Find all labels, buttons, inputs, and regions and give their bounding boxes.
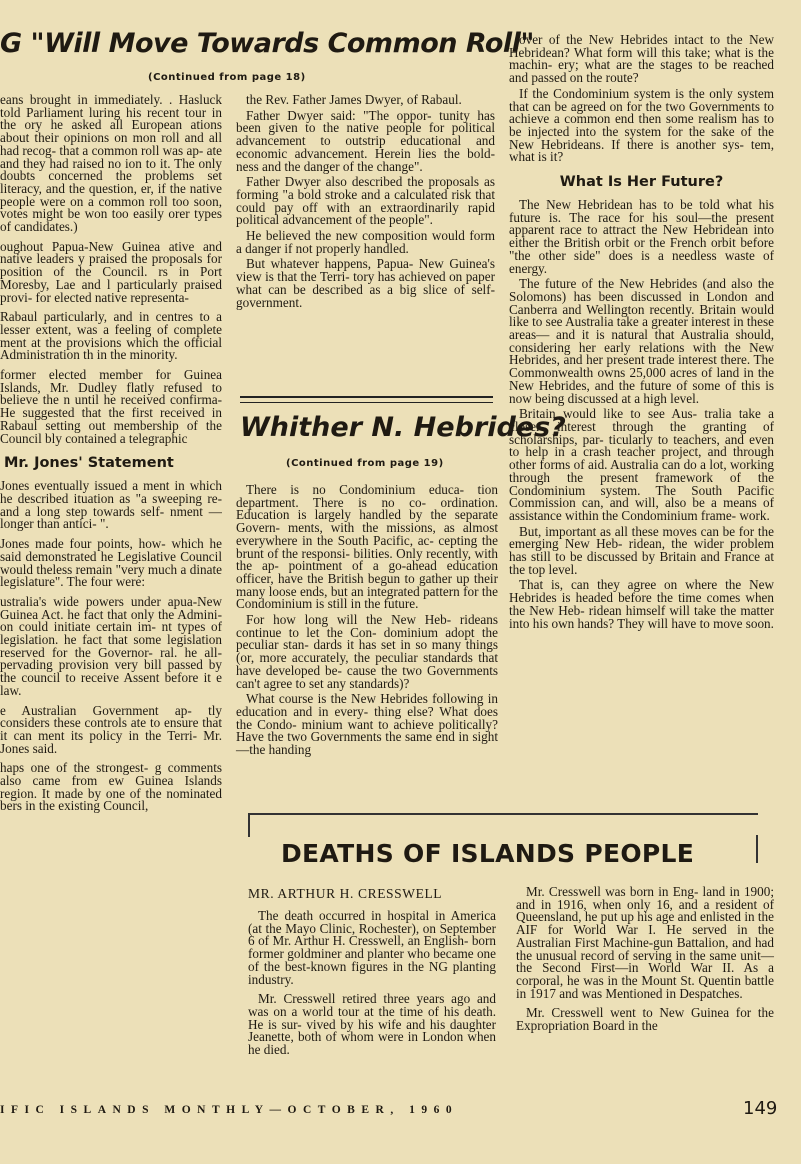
paragraph: The New Hebridean has to be told what his future is. The race for his soul—the present apparent race to attract the New Hebridean into either the British orbit or the French orbit before "the other side" does is a needless waste of energy. (509, 197, 774, 276)
column-1 (0, 94, 222, 1104)
paragraph: Father Dwyer said: "The oppor- tunity has been given to the native people for political advancement to outstrip educational and economic advancement. Herein lies the bold- ness and the danger of the change". (236, 107, 495, 174)
paragraph: Britain would like to see Aus- tralia take a closer interest through the granting of scholarships, par- ticularly to teachers, and even to help in a crash teacher project, and through other forms of aid. Australia can do a lot, working through the present framework of the Condominium system. The South Pacific Commission can, and will, also be a means of assistance within the Condominium frame- work. (509, 406, 774, 523)
column-2 (236, 94, 495, 312)
column-2-paragraphs (236, 94, 495, 309)
jones-statement-subhead: Mr. Jones' Statement (4, 455, 174, 472)
paragraph: There is no Condominium educa- tion department. There is no co- ordination. Education is largely handled by the separate Govern- ments, with the missions, as almost everywhere in the South Pacific, ac- cepting the brunt of the responsi- bilities. Only recently, with the ap- pointment of a go-ahead education officer, have the British begun to gather up their many loose ends, but an integrated pattern for the Condominium is still in the future. (236, 482, 498, 612)
paragraph: For how long will the New Heb- rideans continue to let the Con- dominium adopt the peculiar stan- dards it has set in so many things (or, more accurately, the peculiar standards that have developed be- cause the two Governments can't agree to set any standards)? (236, 612, 498, 691)
paragraph: former elected member for Guinea Islands, Mr. Dudley flatly refused to believe the n until he received confirma- He suggested that the first received in Rabaul setting out membership of the Council bly contained a telegraphic (0, 367, 222, 446)
section-divider (240, 396, 493, 403)
paragraph: The future of the New Hebrides (and also the Solomons) has been discussed in London and Canberra and Wellington recently. Britain would like to see Australia take a greater interest in these areas— and it is natural that Australia should, considering her early relations with the New Hebrides, and her present trade interest there. The Commonwealth owns 25,000 acres of land in the New Hebrides, and the future of some of this is now being discussed at a high level. (509, 276, 774, 406)
paragraph: the Rev. Father James Dwyer, of Rabaul. (246, 94, 462, 107)
deaths-section-title: DEATHS OF ISLANDS PEOPLE (281, 839, 695, 868)
obituary-column-2 (516, 886, 774, 1040)
page-footer (0, 1098, 801, 1128)
paragraph: That is, can they agree on where the New Hebrides is headed before the time comes when the New Heb- ridean himself will take the matter into his own hands? They will have to move soon. (509, 577, 774, 631)
hebrides-body (236, 484, 498, 760)
hebrides-continued-note: (Continued from page 19) (286, 458, 444, 469)
paragraph: Jones eventually issued a ment in which he described ituation as "a sweeping re- and a long step towards self- nment — longer than antici- ". (0, 478, 222, 532)
paragraph: Father Dwyer also described the proposals as forming "a bold stroke and a calculated risk that could pay off with an extraordinarily rapid political advancement of the people". (236, 174, 495, 228)
frame-right-rule (756, 835, 758, 863)
paragraph: e Australian Government ap- tly considers these controls ate to ensure that it can ment its policy in the Terri- Mr. Jones said. (0, 702, 222, 756)
footer-masthead: IFIC ISLANDS MONTHLY—OCTOBER, 1960 (0, 1104, 459, 1116)
paragraph: eans brought in immediately. . Hasluck told Parliament luring his recent tour in the ory he asked all European ations about their opinions on mon roll and all had recog- that a common roll was ap- ate and they had raised no ion to it. The only doubts concerned the problems set literacy, and the question, er, if the native people were on a common roll too soon, votes might be won too easily orer types of candidates.) (0, 94, 222, 235)
column-3 (509, 34, 774, 829)
paragraph: If the Condominium system is the only system that can be agreed on for the two Governments to achieve a common end then some realism has to be injected into the system for the sake of the New Hebrideans. If there is another sys- tem, what is it? (509, 85, 774, 165)
column-3-paragraphs-b (509, 199, 774, 630)
paragraph: The death occurred in hospital in America (at the Mayo Clinic, Rochester), on September 6 of Mr. Arthur H. Cresswell, an English- born former goldminer and planter who became one of the best-known figures in the NG planting industry. (248, 908, 496, 987)
hebrides-paragraphs (236, 484, 498, 757)
paragraph: Mr. Cresswell retired three years ago and was on a world tour at the time of his death. He is sur- vived by his wife and his daughter Jeanette, both of whom were in London when he died. (248, 991, 496, 1058)
paragraph: Jones made four points, how- which he said demonstrated he Legislative Council would theless remain "very much a dinate legislature". The four were: (0, 536, 222, 590)
obituary-paragraphs-a (248, 910, 496, 1057)
column-1-paragraphs-a (0, 94, 222, 445)
obituary-paragraphs-b (516, 886, 774, 1033)
article-headline: G "Will Move Towards Common Roll" (0, 28, 534, 59)
paragraph: But, important as all these moves can be for the emerging New Heb- ridean, the wider problem has still to be discussed by Britain and France at the top level. (509, 523, 774, 577)
paragraph: But whatever happens, Papua- New Guinea's view is that the Terri- tory has achieved on paper what can be described as a big slice of self-government. (236, 256, 495, 310)
paragraph: ustralia's wide powers under apua-New Guinea Act. he fact that only the Admini- on could initiate certain im- nt types of legislation. he fact that some legislation reserved for the Governor- ral. he all-pervading provision very bill passed by the council to receive Assent before it e law. (0, 593, 222, 698)
paragraph: He believed the new composition would form a danger if not properly handled. (236, 228, 495, 256)
column-1-paragraphs-b (0, 480, 222, 813)
obituary-name: MR. ARTHUR H. CRESSWELL (248, 886, 443, 901)
future-subhead: What Is Her Future? (559, 174, 724, 191)
paragraph: over of the New Hebrides intact to the New Hebridean? What form will this take; what is the machin- ery; what are the stages to be reached and passed on the route? (509, 34, 774, 86)
continued-note: (Continued from page 18) (148, 72, 306, 83)
paragraph: What course is the New Hebrides following in education and in every- thing else? What does the Condo- minium want to achieve politically? Have the two Governments the same end in sight—the handing (236, 691, 498, 758)
paragraph: oughout Papua-New Guinea ative and native leaders y praised the proposals for position of the Council. rs in Port Moresby, Lae and l particularly praised provi- for elected native representa- (0, 238, 222, 305)
paragraph: haps one of the strongest- g comments also came from ew Guinea Islands region. It made by one of the nominated bers in the existing Council, (0, 760, 222, 814)
page-number: 149 (743, 1098, 778, 1119)
frame-left-rule (248, 813, 250, 837)
frame-top-rule (248, 813, 758, 815)
obituary-column-1 (248, 886, 496, 1064)
hebrides-headline: Whither N. Hebrides? (240, 412, 566, 443)
paragraph: Mr. Cresswell was born in Eng- land in 1900; and in 1916, when only 16, and a resident of Queensland, he put up his age and enlisted in the AIF for World War I. He served in the Australian First Machine-gun Battalion, and had the unusual record of serving in the same unit—the Second First—in World War II. As a corporal, he was in the Mount St. Quentin battle in 1917 and was Mentioned in Despatches. (516, 884, 774, 1001)
paragraph: Rabaul particularly, and in centres to a lesser extent, was a feeling of complete ment at the provisions which the official Administration th in the minority. (0, 309, 222, 363)
column-3-paragraphs-a (509, 34, 774, 164)
paragraph: Mr. Cresswell went to New Guinea for the Expropriation Board in the (516, 1005, 774, 1034)
